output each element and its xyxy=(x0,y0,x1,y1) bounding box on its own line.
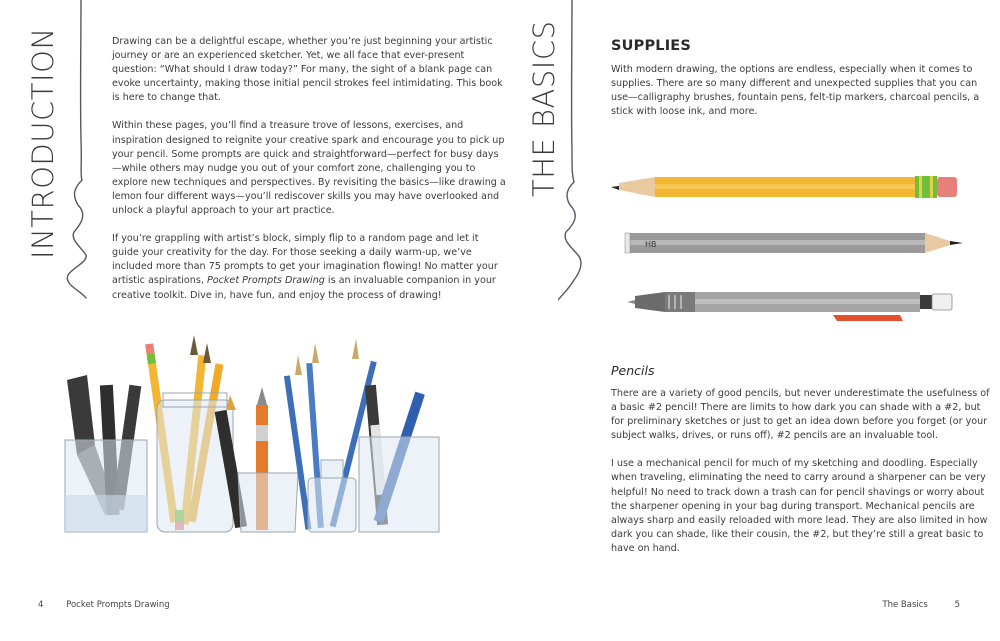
section-heading-supplies: SUPPLIES xyxy=(611,38,692,54)
supplies-paragraph: With modern drawing, the options are endless, especially when it comes to supplies. There are so many different and unexpected supplies that you can use—calligraphy brushes, fountain pens, felt-tip markers, charcoal pencils, a stick with loose ink, and more. xyxy=(611,64,980,118)
footer-right xyxy=(882,600,960,610)
pencils-paragraph-1: There are a variety of good pencils, but never underestimate the usefulness of a basic #2 pencil! There are limits to how dark you can shade with a #2, but for preliminary sketches or just to get an idea down before you forget (or your subject walks, drives, or runs off), #2 pencils are an invaluable tool. xyxy=(611,388,990,442)
footer-left xyxy=(38,600,170,610)
introduction-text xyxy=(112,35,507,317)
gel-pens-glass-icon xyxy=(359,385,439,532)
mechanical-pencil-icon xyxy=(627,292,952,321)
pencils-illustration xyxy=(605,165,975,330)
yellow-pencil-icon xyxy=(611,176,957,198)
intro-paragraph-1: Drawing can be a delightful escape, whether you’re just beginning your artistic journey or are an experienced sketcher. Yet, we all face that ever-present question: “What should I draw today?” For many, the sight of a blank page can evoke uncertainty, making those initial pencil strokes feel intimidating. This book is here to change that. xyxy=(112,36,503,104)
svg-text:HB: HB xyxy=(645,240,657,249)
markers-glass-icon xyxy=(65,375,147,532)
sub-heading-pencils: Pencils xyxy=(611,363,655,378)
squiggle-divider-left xyxy=(60,0,120,320)
intro-paragraph-3: If you’re grappling with artist’s block, simply flip to a random page and let it guide your creativity for the day. For those seeking a daily warm-up, we’ve included more than 75 prompts to get your imagination flowing! No matter your artistic aspirations, Pocket Prompts Drawing is an invaluable companion in your creative toolkit. Dive in, have fun, and enjoy the process of drawing! xyxy=(112,233,498,301)
supply-jars-illustration xyxy=(55,325,450,540)
page-number-right: 5 xyxy=(954,600,960,610)
book-title-italic: Pocket Prompts Drawing xyxy=(206,275,325,287)
intro-paragraph-2: Within these pages, you’ll find a treasure trove of lessons, exercises, and inspiration designed to reignite your creative spark and encourage you to pick up your pencil. Some prompts are quick and straightforward—perfect for busy days—while others may nudge you out of your comfort zone, challenging you to explore new techniques and perspectives. By revisiting the basics—like drawing a lemon four different ways—you’ll rediscover skills you may have overlooked and unlock a playful approach to your art practice. xyxy=(112,120,506,217)
pencils-paragraph-2: I use a mechanical pencil for much of my sketching and doodling. Especially when traveling, eliminating the need to carry around a sharpener can be very helpful! No need to track down a trash can for pencil shavings or worry about the sharpener opening in your bag during transport. Mechanical pencils are always sharp and easily reloaded with more lead. They are also limited in how dark you can shade, like their cousin, the #2, but they’re still a great basic to have on hand. xyxy=(611,458,988,554)
hb-pencil-icon xyxy=(625,233,963,253)
page-number-left: 4 xyxy=(38,600,44,610)
chapter-title-introduction: INTRODUCTION xyxy=(26,27,60,259)
running-title-right: The Basics xyxy=(882,600,928,610)
pencils-text xyxy=(611,387,996,570)
chapter-title-the-basics: THE BASICS xyxy=(527,20,561,197)
running-title-left: Pocket Prompts Drawing xyxy=(66,600,170,610)
